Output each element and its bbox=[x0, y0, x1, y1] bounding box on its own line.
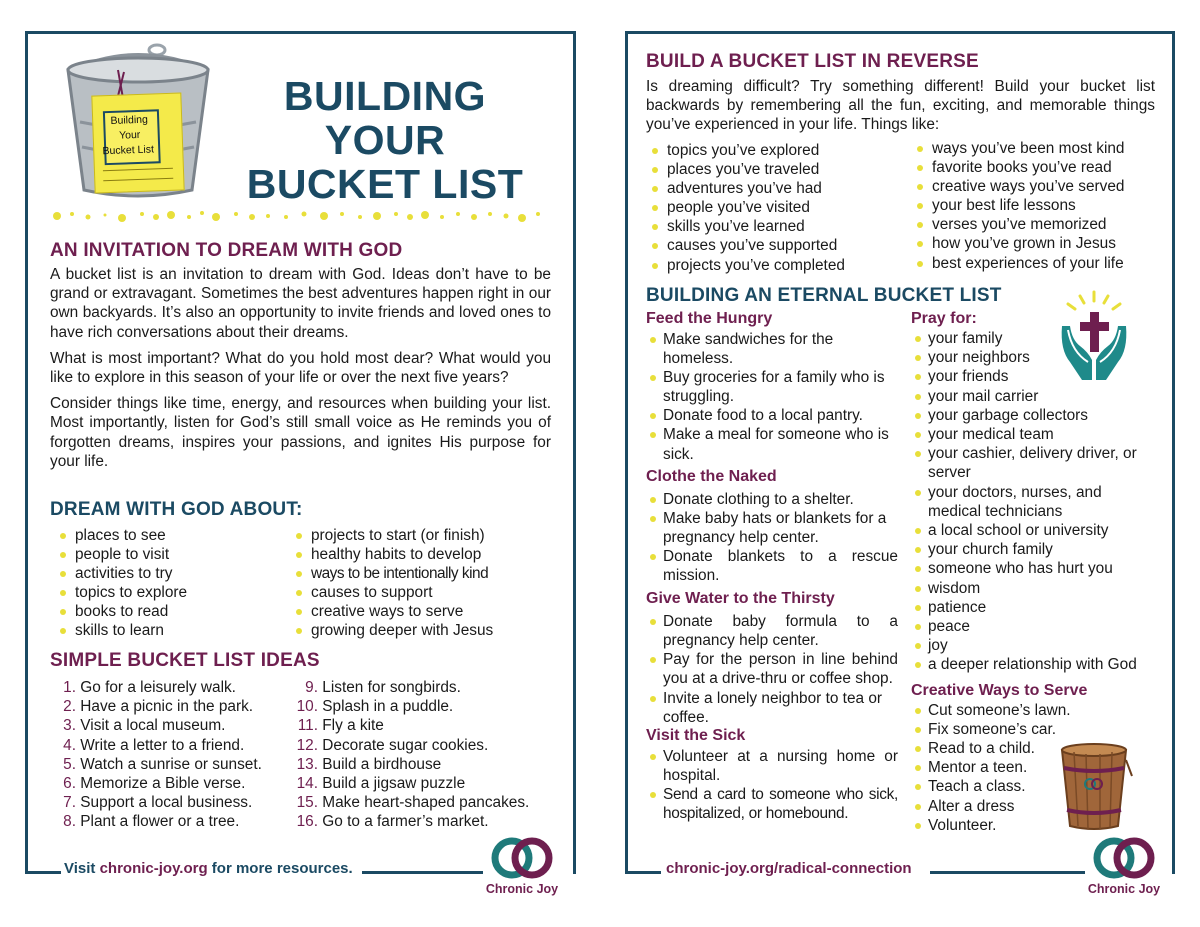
item-number: 8. bbox=[63, 813, 76, 831]
list-item: Mentor a teen. bbox=[911, 758, 1166, 777]
footer-prefix: Visit bbox=[64, 860, 100, 877]
list-item: peace bbox=[911, 617, 1166, 636]
item-number: 13. bbox=[296, 755, 318, 773]
item-text: Have a picnic in the park. bbox=[80, 698, 254, 716]
list-item: Buy groceries for a family who is struggling. bbox=[646, 368, 891, 406]
list-item bbox=[292, 678, 529, 697]
footer-link[interactable]: chronic-joy.org/radical-connection bbox=[666, 860, 912, 877]
list-item: your cashier, delivery driver, or server bbox=[911, 444, 1160, 482]
wooden-bucket-icon bbox=[1054, 740, 1134, 832]
invitation-body bbox=[50, 265, 551, 471]
list-item: ways you’ve been most kind bbox=[913, 139, 1163, 158]
list-item: Teach a class. bbox=[911, 777, 1166, 796]
list-item: patience bbox=[911, 598, 1166, 617]
list-item: projects you’ve completed bbox=[648, 256, 908, 275]
list-item: topics to explore bbox=[56, 583, 286, 602]
list-item: your medical team bbox=[911, 425, 1166, 444]
list-item bbox=[292, 812, 529, 831]
dream-heading: DREAM WITH GOD ABOUT: bbox=[50, 499, 303, 520]
sticky-note bbox=[91, 92, 184, 193]
list-item: Donate baby formula to a pregnancy help center. bbox=[646, 612, 898, 650]
list-item: a local school or university bbox=[911, 521, 1166, 540]
item-text: Listen for songbirds. bbox=[322, 679, 461, 696]
ideas-heading: SIMPLE BUCKET LIST IDEAS bbox=[50, 650, 320, 671]
dot-divider-graphic bbox=[50, 208, 550, 224]
reverse-heading: BUILD A BUCKET LIST IN REVERSE bbox=[646, 51, 979, 72]
right-bottom-line-a bbox=[625, 871, 661, 874]
water-heading: Give Water to the Thirsty bbox=[646, 590, 835, 608]
list-item: your best life lessons bbox=[913, 196, 1163, 215]
list-item bbox=[56, 755, 262, 774]
item-number: 15. bbox=[296, 794, 318, 812]
list-item: people to visit bbox=[56, 545, 286, 564]
list-item: a deeper relationship with God bbox=[911, 655, 1166, 674]
list-item: places to see bbox=[56, 526, 286, 545]
item-text: Splash in a puddle. bbox=[322, 698, 454, 716]
item-number: 3. bbox=[63, 717, 76, 735]
list-item: favorite books you’ve read bbox=[913, 158, 1163, 177]
water-list bbox=[646, 612, 898, 727]
list-item: Donate blankets to a rescue mission. bbox=[646, 547, 898, 585]
list-item: activities to try bbox=[56, 564, 286, 583]
title-line-2: BUCKET LIST bbox=[246, 161, 524, 207]
list-item: growing deeper with Jesus bbox=[292, 621, 552, 640]
item-text: Write a letter to a friend. bbox=[80, 736, 245, 754]
note-line-3: Bucket List bbox=[102, 143, 155, 158]
dream-list-col1 bbox=[56, 526, 286, 641]
list-item: places you’ve traveled bbox=[648, 160, 908, 179]
list-item: Send a card to someone who sick, hospitalized, or homebound. bbox=[646, 785, 898, 823]
list-item: causes to support bbox=[292, 583, 552, 602]
pray-heading: Pray for: bbox=[911, 310, 977, 327]
list-item: wisdom bbox=[911, 579, 1166, 598]
list-item: your garbage collectors bbox=[911, 406, 1166, 425]
item-number: 11. bbox=[297, 717, 318, 735]
list-item bbox=[292, 774, 529, 793]
list-item bbox=[292, 697, 529, 716]
left-bottom-line-a bbox=[25, 871, 61, 874]
list-item: skills you’ve learned bbox=[648, 217, 908, 236]
list-item bbox=[292, 755, 529, 774]
list-item: books to read bbox=[56, 602, 286, 621]
item-number: 14. bbox=[296, 775, 318, 793]
item-text: Go for a leisurely walk. bbox=[80, 679, 236, 696]
reverse-list-col2 bbox=[913, 139, 1163, 273]
praying-hands-illustration bbox=[1058, 290, 1130, 386]
footer-suffix: for more resources. bbox=[207, 860, 353, 877]
list-item: Invite a lonely neighbor to tea or coffee. bbox=[646, 689, 898, 727]
list-item: healthy habits to develop bbox=[292, 545, 552, 564]
left-footer bbox=[64, 860, 353, 877]
list-item: Make sandwiches for the homeless. bbox=[646, 330, 863, 368]
invitation-paragraph-3: Consider things like time, energy, and resources when building your list. Most importantly, listen for God’s still small voice as He reminds you of forgotten dreams, inspires your passions, and ignites His purpose for your life. bbox=[50, 395, 551, 470]
list-item bbox=[56, 697, 262, 716]
item-text: Fly a kite bbox=[322, 717, 384, 735]
list-item: ways to be intentionally kind bbox=[292, 564, 552, 583]
sticky-note-text bbox=[102, 112, 155, 159]
item-number: 1. bbox=[63, 679, 76, 696]
reverse-paragraph: Is dreaming difficult? Try something different! Build your bucket list backwards by remembering all the fun, exciting, and memorable things you’ve experienced in your life. Things like: bbox=[646, 78, 1155, 134]
bucket-illustration bbox=[58, 42, 218, 202]
list-item: your neighbors bbox=[911, 348, 1166, 367]
dotted-divider bbox=[50, 208, 550, 224]
item-text: Plant a flower or a tree. bbox=[80, 813, 240, 831]
item-number: 2. bbox=[63, 698, 76, 716]
list-item bbox=[292, 716, 529, 735]
list-item bbox=[292, 793, 529, 812]
item-text: Go to a farmer’s market. bbox=[322, 813, 489, 831]
footer-link[interactable]: chronic-joy.org bbox=[99, 860, 208, 877]
left-bottom-line-b bbox=[362, 871, 483, 874]
item-number: 10. bbox=[296, 698, 318, 716]
title-line-1: BUILDING YOUR bbox=[283, 73, 487, 163]
item-text: Build a birdhouse bbox=[322, 755, 442, 773]
feed-heading: Feed the Hungry bbox=[646, 310, 773, 327]
list-item bbox=[56, 736, 262, 755]
list-item: projects to start (or finish) bbox=[292, 526, 552, 545]
list-item: creative ways to serve bbox=[292, 602, 552, 621]
list-item: skills to learn bbox=[56, 621, 286, 640]
list-item: how you’ve grown in Jesus bbox=[913, 234, 1163, 253]
item-number: 6. bbox=[63, 775, 76, 793]
item-text: Visit a local museum. bbox=[80, 717, 226, 735]
serve-heading: Creative Ways to Serve bbox=[911, 681, 1088, 699]
note-line-2: Your bbox=[118, 128, 141, 142]
list-item bbox=[56, 812, 262, 831]
invitation-paragraph-1: A bucket list is an invitation to dream with God. Ideas don’t have to be grand or extravagant. Sometimes the best adventures happen right in our own backyards. It’s also an opportunity to invite friends and loved ones to have rich conversations about their dreams. bbox=[50, 266, 551, 341]
item-text: Build a jigsaw puzzle bbox=[322, 775, 466, 793]
item-number: 12. bbox=[296, 736, 318, 754]
right-footer bbox=[666, 860, 912, 877]
note-line-1: Building bbox=[110, 113, 149, 127]
list-item: Alter a dress bbox=[911, 797, 1166, 816]
eternal-heading: BUILDING AN ETERNAL BUCKET LIST bbox=[646, 285, 1002, 306]
reverse-list-col1 bbox=[648, 141, 908, 275]
chronic-joy-label-right: Chronic Joy bbox=[1087, 882, 1161, 896]
list-item: joy bbox=[911, 636, 1166, 655]
chronic-joy-logo-right bbox=[1090, 834, 1158, 884]
item-text: Decorate sugar cookies. bbox=[322, 736, 489, 754]
list-item: your doctors, nurses, and medical technicians bbox=[911, 483, 1128, 521]
item-number: 7. bbox=[63, 794, 76, 812]
invitation-heading: AN INVITATION TO DREAM WITH GOD bbox=[50, 240, 403, 261]
dream-list-col2 bbox=[292, 526, 552, 641]
list-item bbox=[292, 736, 529, 755]
list-item: Read to a child. bbox=[911, 739, 1166, 758]
list-item bbox=[56, 793, 262, 812]
list-item bbox=[56, 716, 262, 735]
item-text: Support a local business. bbox=[80, 794, 253, 812]
list-item: your mail carrier bbox=[911, 387, 1166, 406]
list-item: your family bbox=[911, 329, 1166, 348]
list-item: adventures you’ve had bbox=[648, 179, 908, 198]
item-text: Make heart-shaped pancakes. bbox=[322, 794, 530, 812]
rings-logo-icon bbox=[488, 834, 556, 884]
list-item: causes you’ve supported bbox=[648, 236, 908, 255]
list-item bbox=[56, 774, 262, 793]
item-number: 9. bbox=[305, 679, 318, 696]
sick-heading: Visit the Sick bbox=[646, 726, 746, 744]
chronic-joy-label-left: Chronic Joy bbox=[485, 882, 559, 896]
list-item: Volunteer at a nursing home or hospital. bbox=[646, 747, 898, 785]
rings-logo-icon bbox=[1090, 834, 1158, 884]
list-item: your church family bbox=[911, 540, 1166, 559]
list-item: your friends bbox=[911, 367, 1166, 386]
eternal-left-column bbox=[646, 310, 898, 823]
list-item: topics you’ve explored bbox=[648, 141, 908, 160]
list-item: verses you’ve memorized bbox=[913, 215, 1163, 234]
ideas-list-col1 bbox=[56, 678, 262, 832]
list-item: Donate food to a local pantry. bbox=[646, 406, 898, 425]
chronic-joy-logo-left bbox=[488, 834, 556, 884]
ideas-list-col2 bbox=[292, 678, 529, 832]
right-bottom-line-b bbox=[930, 871, 1085, 874]
list-item: Make baby hats or blankets for a pregnancy help center. bbox=[646, 509, 898, 547]
list-item: Cut someone’s lawn. bbox=[911, 701, 1166, 720]
item-text: Watch a sunrise or sunset. bbox=[80, 755, 262, 773]
clothe-heading: Clothe the Naked bbox=[646, 467, 777, 485]
praying-hands-icon bbox=[1058, 290, 1130, 386]
list-item: Donate clothing to a shelter. bbox=[646, 490, 898, 509]
item-text: Memorize a Bible verse. bbox=[80, 775, 246, 793]
list-item: Pay for the person in line behind you at a drive-thru or coffee shop. bbox=[646, 650, 898, 688]
wooden-bucket-illustration bbox=[1054, 740, 1134, 832]
item-number: 5. bbox=[63, 755, 76, 773]
sick-list bbox=[646, 747, 898, 823]
clothe-list bbox=[646, 490, 898, 585]
list-item: creative ways you’ve served bbox=[913, 177, 1163, 196]
note-rule bbox=[103, 178, 173, 181]
feed-list bbox=[646, 330, 898, 464]
list-item: Volunteer. bbox=[911, 816, 1166, 835]
item-number: 4. bbox=[63, 736, 76, 754]
list-item: someone who has hurt you bbox=[911, 559, 1166, 578]
list-item bbox=[56, 678, 262, 697]
note-rule bbox=[103, 168, 173, 171]
invitation-paragraph-2: What is most important? What do you hold most dear? What would you like to explore in this season of your life or over the next five years? bbox=[50, 349, 551, 387]
item-number: 16. bbox=[296, 813, 318, 831]
list-item: people you’ve visited bbox=[648, 198, 908, 217]
list-item: Fix someone’s car. bbox=[911, 720, 1166, 739]
list-item: best experiences of your life bbox=[913, 254, 1163, 273]
page-title bbox=[220, 74, 550, 206]
list-item: Make a meal for someone who is sick. bbox=[646, 425, 895, 463]
